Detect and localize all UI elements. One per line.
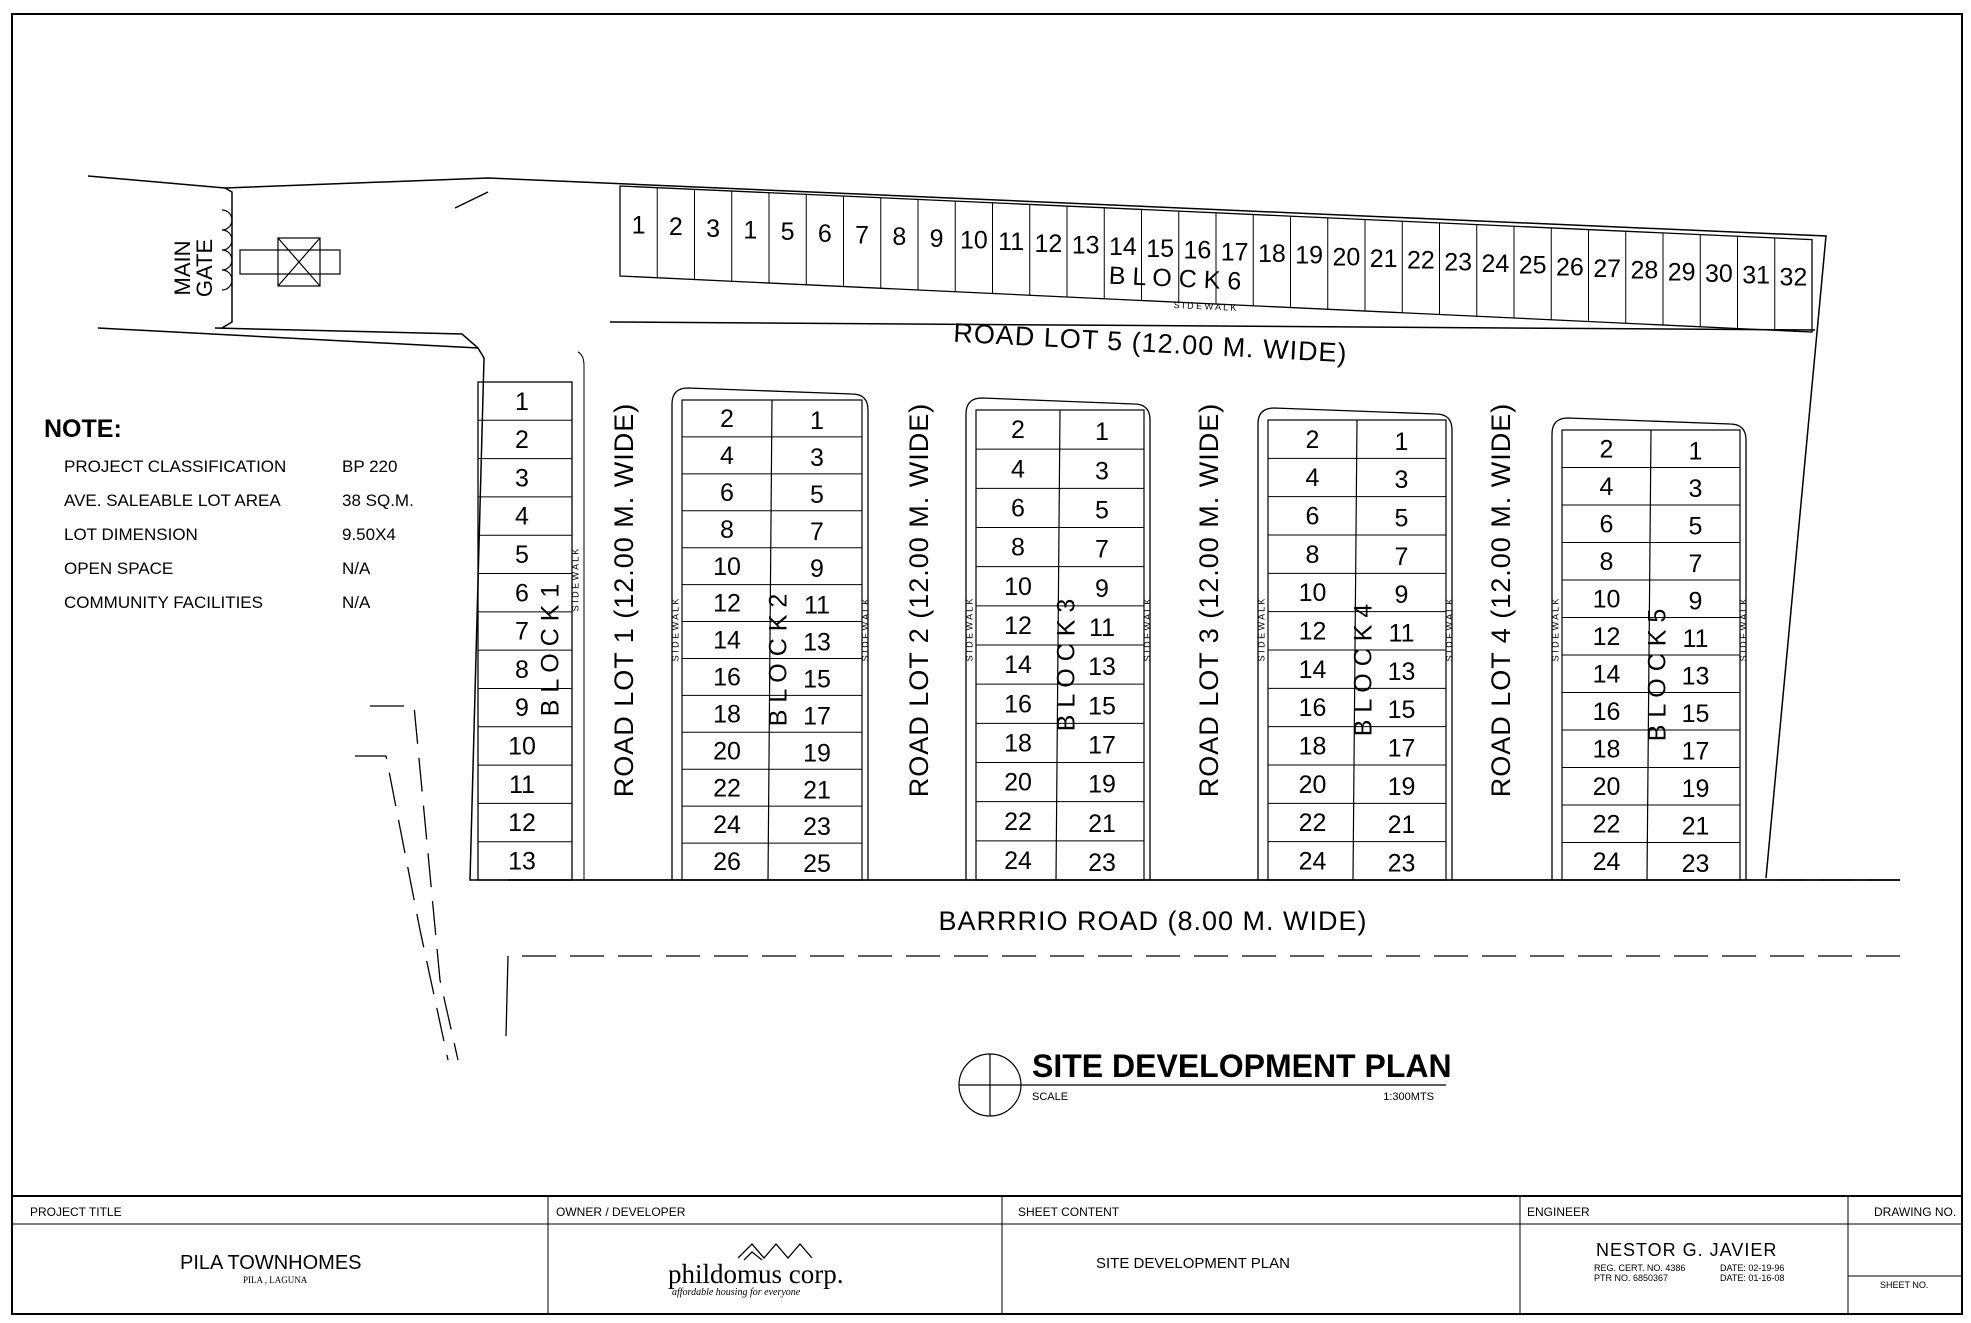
sidewalk-label: S I D E W A L K [1550,598,1561,662]
sidewalk-label: S I D E W A L K [670,598,681,662]
lot-number: 6 [1599,510,1614,539]
lot-number: 3 [810,443,824,472]
lot-number: 16 [713,663,741,692]
plan-scale-label: SCALE [1032,1091,1069,1103]
lot-number: 24 [713,811,741,840]
owner-tagline: affordable housing for everyone [672,1287,801,1298]
note-label: COMMUNITY FACILITIES [64,593,263,612]
lot-number: 6 [1011,494,1025,523]
lot-number: 15 [803,665,831,694]
lot-number: 11 [998,228,1025,257]
lot-number: 6 [1305,502,1320,531]
owner-label: OWNER / DEVELOPER [556,1205,686,1219]
sidewalk-label: S I D E W A L K [1444,598,1455,662]
lot-number: 6 [817,219,832,248]
lot-number: 21 [1387,811,1416,840]
lot-number: 10 [959,226,988,255]
lot-number: 16 [1183,236,1212,265]
drawing-no-label: DRAWING NO. [1874,1205,1957,1219]
lot-number: 1 [1688,437,1703,466]
main-gate [222,210,340,290]
lot-number: 7 [1688,549,1703,578]
engineer-date-1: DATE: 02-19-96 [1720,1263,1785,1273]
lot-number: 4 [1599,472,1614,501]
lot-number: 1 [1394,427,1409,456]
lot-number: 19 [1088,770,1116,799]
road-lot-1-label: ROAD LOT 1 (12.00 M. WIDE) [609,402,639,798]
block-1-label: B L O C K 1 [536,583,565,717]
sidewalk-label: S I D E W A L K [570,548,581,612]
lot-number: 7 [855,221,870,250]
sidewalk-line [578,352,584,880]
lot-number: 5 [1095,496,1109,525]
lot-layout [478,186,1812,880]
note-title: NOTE: [44,415,122,443]
lot-number: 2 [515,426,529,455]
sheet-no-label: SHEET NO. [1880,1280,1929,1290]
lot-number: 5 [810,480,824,509]
lot-number: 20 [1298,770,1327,799]
sidewalk-label: S I D E W A L K [964,598,975,662]
sidewalk-label: S I D E W A L K [1256,598,1267,662]
lot-number: 10 [1004,572,1032,601]
lot-number: 11 [1388,619,1415,648]
sidewalk-label: S I D E W A L K [1142,598,1153,662]
lot-number: 17 [1088,731,1116,760]
lot-number: 13 [508,847,536,876]
lot-number: 21 [1369,244,1398,273]
project-name: PILA TOWNHOMES [180,1252,362,1274]
lot-number: 20 [1592,772,1621,801]
lot-number: 23 [1681,849,1710,878]
main-gate-label-line2: GATE [192,238,217,298]
lot-number: 18 [1257,239,1286,268]
lot-number: 19 [803,739,831,768]
lot-number: 8 [1599,547,1614,576]
lot-number: 2 [1305,425,1320,454]
sidewalk-label: S I D E W A L K [1173,299,1237,313]
sheet-content-label: SHEET CONTENT [1018,1205,1120,1219]
lot-number: 20 [1332,243,1361,272]
road-lot-3-label: ROAD LOT 3 (12.00 M. WIDE) [1194,402,1224,798]
road-lot-2-label: ROAD LOT 2 (12.00 M. WIDE) [904,402,934,798]
lot-number: 29 [1667,258,1696,287]
lot-number: 1 [515,387,529,416]
engineer-date-2: DATE: 01-16-08 [1720,1273,1785,1283]
lot-number: 12 [1592,622,1621,651]
lot-number: 12 [1034,229,1063,258]
project-location: PILA , LAGUNA [243,1275,308,1285]
note-list [64,457,414,612]
lot-number: 8 [892,223,907,252]
sidewalk-label: S I D E W A L K [1738,598,1749,662]
block-3-label: B L O C K 3 [1052,598,1081,732]
lot-number: 21 [1681,812,1710,841]
lot-number: 12 [1298,617,1327,646]
lot-number: 8 [1011,533,1025,562]
lot-number: 4 [1011,455,1025,484]
lot-number: 2 [668,213,683,242]
block-5-label: B L O C K 5 [1643,608,1672,742]
lot-number: 13 [1387,657,1416,686]
lot-number: 20 [1004,768,1032,797]
block-2-label: B L O C K 2 [764,593,793,727]
project-title-label: PROJECT TITLE [30,1205,122,1219]
lot-number: 9 [515,694,529,723]
lot-number: 10 [508,732,536,761]
owner-name: phildomus corp. [668,1259,844,1289]
lot-number: 26 [713,848,741,877]
engineer-label: ENGINEER [1527,1205,1590,1219]
lot-number: 19 [1295,241,1324,270]
lot-number: 23 [1387,849,1416,878]
lot-number: 15 [1681,699,1710,728]
note-value: 38 SQ.M. [342,491,414,510]
lot-number: 27 [1593,255,1622,284]
lot-number: 22 [1406,246,1435,275]
lot-number: 3 [1394,466,1409,495]
lot-number: 19 [1387,772,1416,801]
sidewalk-label: S I D E W A L K [860,598,871,662]
lot-number: 8 [720,515,734,544]
plan-title: SITE DEVELOPMENT PLAN [1032,1048,1452,1084]
lot-number: 14 [1298,655,1327,684]
lot-number: 4 [1305,464,1320,493]
lot-number: 9 [810,554,824,583]
lot-number: 15 [1387,696,1416,725]
lot-number: 16 [1004,690,1032,719]
lot-number: 8 [515,655,529,684]
lot-number: 23 [803,813,831,842]
lot-number: 12 [713,589,741,618]
lot-number: 19 [1681,774,1710,803]
block-4-label: B L O C K 4 [1349,603,1378,737]
lot-number: 11 [1089,614,1115,643]
lot-number: 18 [1592,735,1621,764]
approach-road-lines [355,706,1900,1060]
lot-number: 18 [1298,732,1327,761]
lot-number: 22 [1592,810,1621,839]
note-value: N/A [342,593,371,612]
lot-number: 24 [1004,847,1032,876]
lot-number: 3 [515,464,529,493]
lot-number: 1 [631,211,646,240]
main-gate-label-line1: MAIN [170,240,195,296]
lot-number: 9 [1688,587,1703,616]
lot-number: 9 [1394,581,1409,610]
engineer-name: NESTOR G. JAVIER [1596,1240,1778,1260]
lot-number: 14 [1108,233,1137,262]
plan-scale-value: 1:300MTS [1383,1091,1434,1103]
lot-number: 23 [1088,849,1116,878]
block-6-label: B L O C K 6 [1108,261,1242,296]
lot-number: 9 [929,224,944,253]
lot-number: 13 [803,628,831,657]
lot-number: 17 [803,702,831,731]
lot-number: 3 [1688,474,1703,503]
lot-number: 22 [1298,809,1327,838]
note-value: 9.50X4 [342,525,396,544]
lot-number: 8 [1305,540,1320,569]
lot-number: 1 [810,407,824,436]
lot-number: 15 [1146,234,1175,263]
lot-number: 3 [1095,457,1109,486]
lot-number: 12 [1004,612,1032,641]
lot-number: 22 [1004,807,1032,836]
lot-number: 5 [515,540,529,569]
lot-number: 24 [1592,847,1621,876]
lot-number: 25 [1518,251,1547,280]
note-value: N/A [342,559,371,578]
lot-number: 11 [1682,624,1709,653]
lot-number: 22 [713,774,741,803]
engineer-reg-cert: REG. CERT. NO. 4386 [1594,1263,1686,1273]
lot-number: 5 [780,218,795,247]
lot-number: 17 [1387,734,1416,763]
lot-number: 10 [1592,585,1621,614]
lot-number: 5 [1394,504,1409,533]
lot-number: 10 [1298,579,1327,608]
lot-number: 5 [1688,512,1703,541]
note-label: LOT DIMENSION [64,525,198,544]
lot-number: 18 [1004,729,1032,758]
phildomus-logo-mark [738,1244,812,1260]
lot-number: 7 [1394,542,1409,571]
lot-number: 24 [1481,250,1510,279]
lot-number: 15 [1088,692,1116,721]
lot-number: 4 [720,441,734,470]
lot-number: 16 [1298,694,1327,723]
lot-number: 10 [713,552,741,581]
lot-number: 1 [743,216,758,245]
lot-number: 11 [509,770,535,799]
lot-number: 21 [803,776,831,805]
lot-number: 26 [1555,253,1584,282]
lot-number: 6 [720,478,734,507]
lot-number: 13 [1681,662,1710,691]
lot-number: 7 [515,617,529,646]
lot-number: 1 [1095,418,1109,447]
lot-number: 13 [1071,231,1100,260]
lot-number: 23 [1444,248,1473,277]
lot-number: 13 [1088,653,1116,682]
lot-number: 32 [1779,263,1808,292]
lot-number: 11 [804,591,830,620]
note-label: AVE. SALEABLE LOT AREA [64,491,281,510]
lot-number: 4 [515,502,529,531]
lot-number: 6 [515,579,529,608]
lot-number: 9 [1095,574,1109,603]
lot-number: 17 [1681,737,1710,766]
lot-number: 16 [1592,697,1621,726]
lot-number: 24 [1298,847,1327,876]
lot-number: 3 [706,214,721,243]
lot-number: 30 [1704,260,1733,289]
lot-number: 12 [508,809,536,838]
lot-number: 14 [713,626,741,655]
lot-number: 21 [1088,809,1116,838]
lot-number: 18 [713,700,741,729]
lot-number: 14 [1592,660,1621,689]
lot-number: 7 [1095,535,1109,564]
lot-number: 2 [1599,435,1614,464]
road-lot-4-label: ROAD LOT 4 (12.00 M. WIDE) [1486,402,1516,798]
note-label: PROJECT CLASSIFICATION [64,457,287,476]
approach-road-edge [506,956,508,1036]
lot-number: 14 [1004,651,1032,680]
lot-number: 2 [1011,416,1025,445]
road-lot-5-label: ROAD LOT 5 (12.00 M. WIDE) [952,317,1349,369]
lot-number: 7 [810,517,824,546]
lot-number: 25 [803,850,831,879]
lot-number: 28 [1630,256,1659,285]
note-value: BP 220 [342,457,398,476]
lot-number: 2 [720,405,734,434]
note-label: OPEN SPACE [64,559,174,578]
barrio-road-label: BARRRIO ROAD (8.00 M. WIDE) [938,906,1368,936]
lot-number: 17 [1220,238,1249,267]
engineer-ptr-no: PTR NO. 6850367 [1594,1273,1669,1283]
lot-number: 31 [1742,261,1771,290]
sheet-content: SITE DEVELOPMENT PLAN [1096,1255,1290,1272]
lot-number: 20 [713,737,741,766]
